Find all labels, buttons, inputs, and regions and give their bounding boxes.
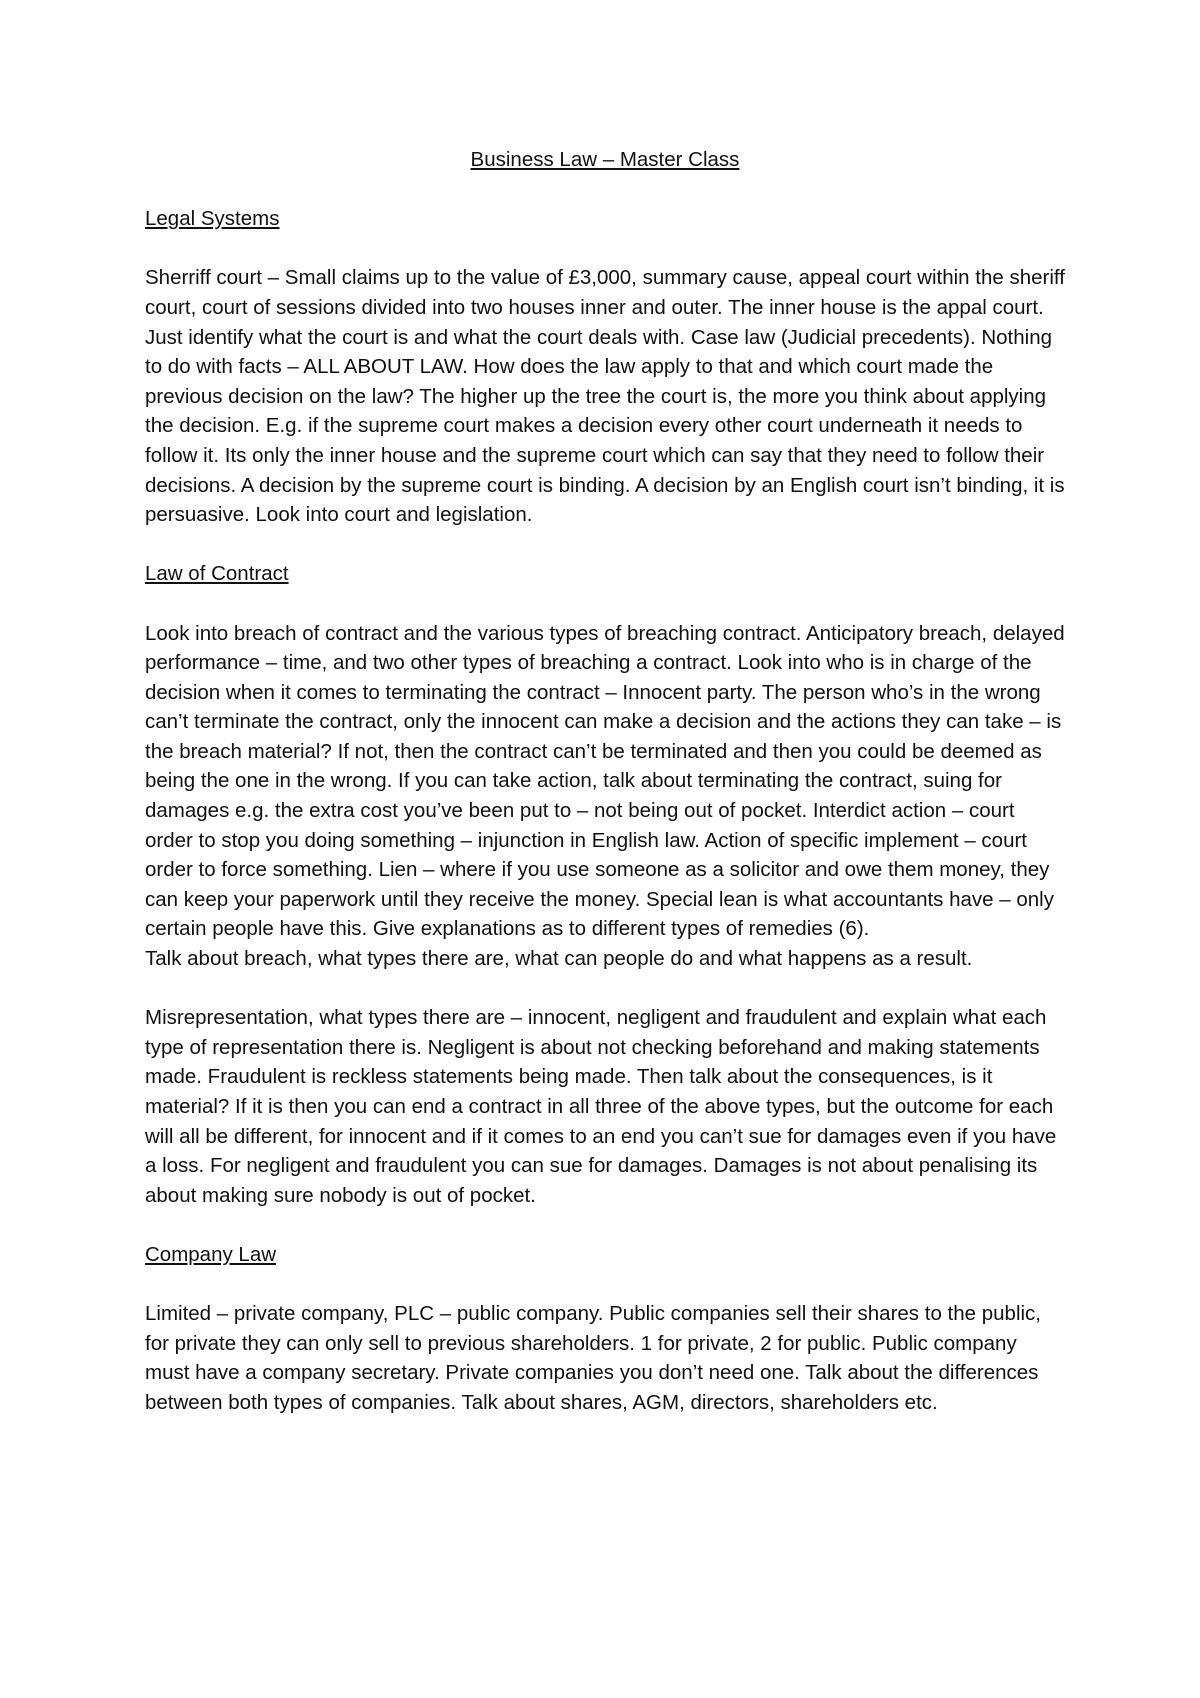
paragraph: Misrepresentation, what types there are – innocent, negligent and fraudulent and explain what each type of representation there is. Negligent is about not checking beforehand and making statements made. Fraudulent is reckless statements being made. Then talk about the consequences, is it material? If it is then you can end a contract in all three of the above types, but the outcome for each will all be different, for innocent and if it comes to an end you can’t sue for damages even if you have a loss. For negligent and fraudulent you can sue for damages. Damages is not about penalising its about making sure nobody is out of pocket.: [145, 1006, 1057, 1207]
section-company-law: [145, 1240, 1065, 1418]
paragraph: Sherriff court – Small claims up to the value of £3,000, summary cause, appeal court within the sheriff court, court of sessions divided into two houses inner and outer. The inner house is the appal court. Just identify what the court is and what the court deals with. Case law (Judicial precedents). Nothing to do with facts – ALL ABOUT LAW. How does the law apply to that and which court made the previous decision on the law? The higher up the tree the court is, the more you think about applying the decision. E.g. if the supreme court makes a decision every other court underneath it needs to follow it. Its only the inner house and the supreme court which can say that they need to follow their decisions. A decision by the supreme court is binding. A decision by an English court isn’t binding, it is persuasive. Look into court and legislation.: [145, 266, 1065, 527]
paragraph: Look into breach of contract and the various types of breaching contract. Anticipatory breach, delayed performance – time, and two other types of breaching a contract. Look into who is in charge of the decision when it comes to terminating the contract – Innocent party. The person who’s in the wrong can’t terminate the contract, only the innocent can make a decision and the actions they can take – is the breach material? If not, then the contract can’t be terminated and then you could be deemed as being the one in the wrong. If you can take action, talk about terminating the contract, suing for damages e.g. the extra cost you’ve been put to – not being out of pocket. Interdict action – court order to stop you doing something – injunction in English law. Action of specific implement – court order to force something. Lien – where if you use someone as a solicitor and owe them money, they can keep your paperwork until they receive the money. Special lean is what accountants have – only certain people have this. Give explanations as to different types of remedies (6).: [145, 621, 1065, 941]
section-heading: Legal Systems: [145, 207, 280, 231]
section-heading: Law of Contract: [145, 562, 289, 586]
document-title: Business Law – Master Class: [470, 148, 740, 171]
section-legal-systems: [145, 204, 1065, 530]
paragraph: Limited – private company, PLC – public company. Public companies sell their shares to the public, for private they can only sell to previous shareholders. 1 for private, 2 for public. Public company must have a company secretary. Private companies you don’t need one. Talk about the differences between both types of companies. Talk about shares, AGM, directors, shareholders etc.: [145, 1302, 1041, 1414]
section-law-of-contract: [145, 559, 1065, 1210]
paragraph: Talk about breach, what types there are, what can people do and what happens as a result.: [145, 947, 973, 971]
section-heading: Company Law: [145, 1242, 277, 1266]
document-page: [145, 145, 1065, 1447]
